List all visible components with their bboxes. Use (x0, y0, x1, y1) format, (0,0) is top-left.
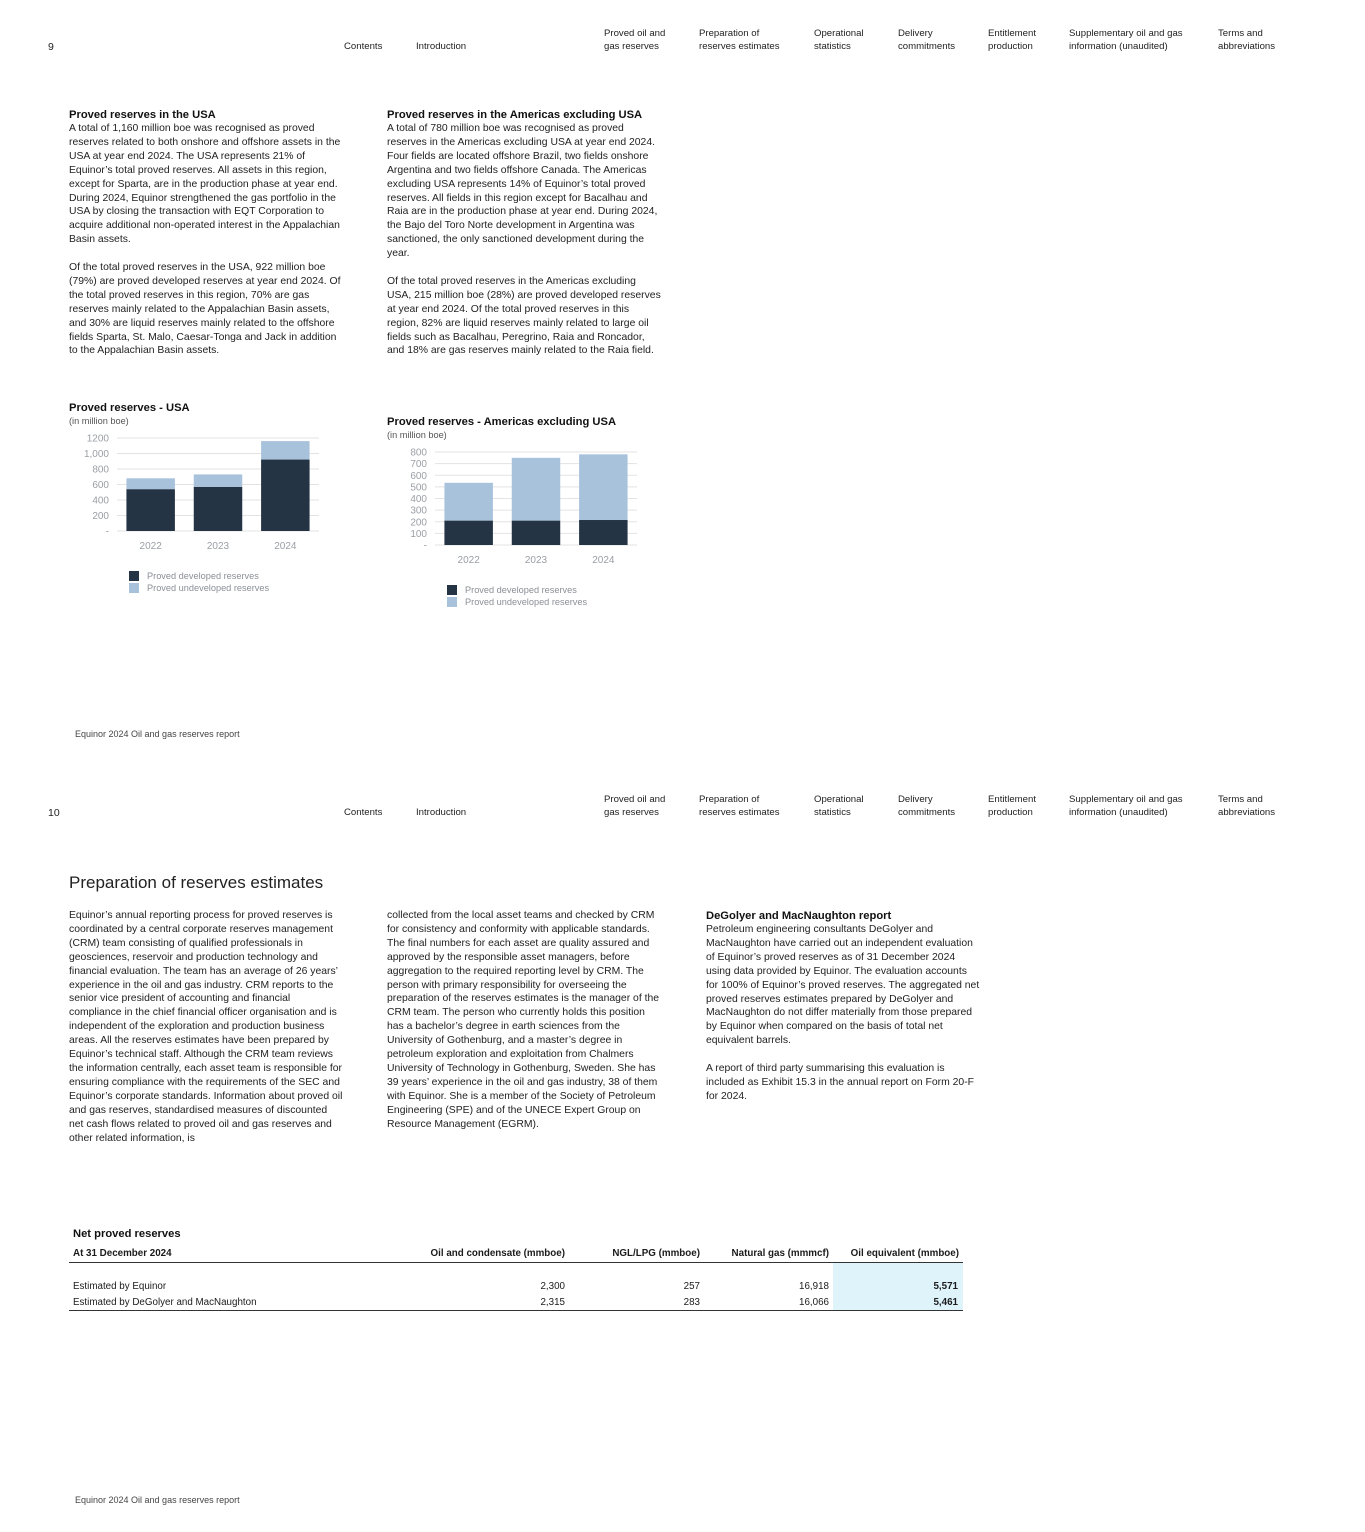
usa-paragraph-1: A total of 1,160 million boe was recognised as proved reserves related to both onshore and offshore assets in the USA at year end 2024. The USA represents 21% of Equinor’s total proved reserves. All assets in this region, except for Sparta, are in the production phase at year end. During 2024, Equinor strengthened the gas portfolio in the USA by closing the transaction with EQT Corporation to acquire additional non-operated interest in the Appalachian Basin assets. (69, 123, 341, 246)
table (69, 1244, 963, 1311)
y-tick-label: 600 (92, 480, 109, 491)
legend-swatch (447, 585, 457, 595)
chart-legend (447, 584, 647, 608)
nav-contents[interactable]: Contents (344, 41, 383, 52)
cell-oil: 2,315 (409, 1295, 569, 1311)
chart-plot (69, 430, 329, 566)
bar-undeveloped (194, 474, 242, 486)
legend-swatch (129, 571, 139, 581)
nav-terms[interactable]: Terms and abbreviations (1218, 794, 1276, 818)
nav-terms[interactable]: Terms and abbreviations (1218, 28, 1276, 52)
nav-supplementary-info[interactable]: Supplementary oil and gas information (unaudited) (1069, 28, 1183, 52)
cell-gas: 16,918 (799, 1281, 829, 1292)
bar-undeveloped (579, 454, 627, 520)
table-title: Net proved reserves (73, 1228, 181, 1240)
bar-undeveloped (261, 441, 309, 459)
y-tick-label: 300 (410, 505, 427, 517)
legend-item-developed (447, 584, 647, 596)
x-tick-label: 2024 (592, 555, 615, 566)
row-label: Estimated by Equinor (73, 1281, 167, 1292)
nav-entitlement-production[interactable]: Entitlement production (988, 794, 1036, 818)
chart-usa (69, 401, 329, 594)
y-tick-label: 400 (92, 495, 109, 507)
y-tick-label: 700 (410, 459, 427, 471)
nav-entitlement-production[interactable]: Entitlement production (988, 28, 1036, 52)
americas-paragraph-1: A total of 780 million boe was recognised as proved reserves in the Americas excluding USA at year end 2024. Four fields are located offshore Brazil, two fields onshore Argentina and two fields offshore Canada. The Americas excluding USA represents 14% of Equinor’s total proved reserves. All fields in this region except for Bacalhau and Raia are in the production phase at year end. During 2024, the Bajo del Toro Norte development in Argentina was sanctioned, the only sanctioned development during the year. (387, 123, 658, 260)
cell-oil: 2,300 (540, 1281, 565, 1292)
bar-developed (512, 521, 560, 545)
y-tick-label: 600 (410, 470, 427, 482)
chart-legend (129, 570, 329, 594)
legend-label: Proved developed reserves (147, 571, 259, 581)
legend-label: Proved undeveloped reserves (147, 583, 270, 593)
table-header-row (69, 1244, 963, 1263)
usa-paragraph-2: Of the total proved reserves in the USA, 922 million boe (79%) are proved developed reserves at year end 2024. Of the total proved reserves in this region, 70% are gas reserves mainly related to the Appalachian Basin assets, and 30% are liquid reserves mainly related to the offshore fields Sparta, St. Malo, Caesar-Tonga and Jack in addition to the Appalachian Basin assets. (69, 262, 341, 357)
page-number: 10 (48, 807, 60, 819)
nav-delivery-commitments[interactable]: Delivery commitments (898, 28, 956, 52)
y-tick-label: 100 (410, 528, 427, 540)
nav-proved-reserves[interactable]: Proved oil and gas reserves (604, 794, 666, 818)
degolyer-section (706, 909, 980, 1104)
page-title: Preparation of reserves estimates (69, 873, 324, 892)
legend-item-developed (129, 570, 329, 582)
chart-title: Proved reserves - USA (69, 402, 190, 414)
page-footer: Equinor 2024 Oil and gas reserves report (75, 729, 240, 739)
bar-developed (194, 487, 242, 531)
chart-title: Proved reserves - Americas excluding USA (387, 416, 617, 428)
cell-oil-equivalent: 5,461 (833, 1295, 963, 1311)
chart-americas (387, 415, 647, 608)
bar-developed (126, 489, 174, 531)
nav-introduction[interactable]: Introduction (416, 807, 467, 818)
degolyer-paragraph-2: A report of third party summarising this evaluation is included as Exhibit 15.3 in the annual report on Form 20-F for 2024. (706, 1063, 975, 1102)
y-tick-label: 500 (410, 482, 427, 494)
nav-preparation[interactable]: Preparation of reserves estimates (699, 28, 780, 52)
x-tick-label: 2023 (206, 541, 230, 552)
y-tick-label: 800 (92, 464, 109, 476)
x-tick-label: 2022 (457, 555, 480, 566)
americas-section (387, 108, 663, 358)
cell-gas: 16,066 (704, 1295, 833, 1311)
cell-oil-equivalent: 5,571 (833, 1279, 963, 1295)
page-10 (0, 766, 1365, 1532)
x-tick-label: 2022 (139, 541, 162, 552)
nav-delivery-commitments[interactable]: Delivery commitments (898, 794, 956, 818)
preparation-paragraph-2: collected from the local asset teams and checked by CRM for consistency and conformity with applicable standards. The final numbers for each asset are quality assured and approved by the responsible asset managers, before aggregation to the required reporting level by CRM. The person with primary responsibility for overseeing the preparation of the reserves estimates is the manager of the CRM team. The person who currently holds this position has a bachelor’s degree in earth sciences from the University of Gothenburg, and a master’s degree in petroleum exploration and exploitation from Chalmers University of Technology in Gothenburg, Sweden. She has 39 years’ experience in the oil and gas industry, 38 of them with Equinor. She is a member of the Society of Petroleum Engineering (SPE) and of the UNECE Expert Group on Resource Management (EGRM). (387, 910, 660, 1130)
americas-paragraph-2: Of the total proved reserves in the Americas excluding USA, 215 million boe (28%) are proved developed reserves at year end 2024. Of the total proved reserves in this region, 82% are liquid reserves mainly related to large oil fields such as Bacalhau, Peregrino, Raia and Roncador, and 18% are gas reserves mainly related to the Raia field. (387, 275, 661, 357)
bar-developed (579, 520, 627, 545)
chart-subtitle: (in million boe) (69, 416, 129, 426)
cell-ngl: 257 (683, 1281, 700, 1292)
row-label: Estimated by DeGolyer and MacNaughton (69, 1295, 409, 1311)
y-tick-label: 400 (410, 494, 427, 505)
americas-heading: Proved reserves in the Americas excluding USA (387, 109, 643, 121)
x-tick-label: 2023 (524, 555, 548, 566)
column-header: Oil and condensate (mmboe) (409, 1244, 569, 1263)
legend-swatch (447, 597, 457, 607)
preparation-paragraph-1: Equinor’s annual reporting process for proved reserves is coordinated by a central corporate reserves management (CRM) team consisting of qualified professionals in geosciences, reservoir and production technology and financial evaluation. The team has an average of 26 years’ experience in the oil and gas industry. CRM reports to the senior vice president of accounting and financial compliance in the chief financial officer organisation and is independent of the exploration and production business areas. All the reserves estimates have been prepared by Equinor’s technical staff. Although the CRM team reviews the information centrally, each asset team is responsible for ensuring compliance with the requirements of the SEC and Equinor’s corporate standards. Information about proved oil and gas reserves, standardised measures of discounted net cash flows related to proved oil and gas reserves and other related information, is (69, 910, 343, 1144)
column-header: Natural gas (mmmcf) (704, 1244, 833, 1263)
nav-supplementary-info[interactable]: Supplementary oil and gas information (unaudited) (1069, 794, 1183, 818)
bar-undeveloped (444, 483, 492, 521)
bar-developed (261, 460, 309, 531)
degolyer-paragraph-1: Petroleum engineering consultants DeGolyer and MacNaughton have carried out an independent evaluation of Equinor’s proved reserves as of 31 December 2024 using data provided by Equinor. The evaluation accounts for 100% of Equinor’s proved reserves. The aggregated net proved reserves estimates prepared by DeGolyer and MacNaughton do not differ materially from those prepared by Equinor when compared on the basis of total net equivalent barrels. (706, 924, 980, 1047)
column-header: NGL/LPG (mmboe) (569, 1244, 704, 1263)
legend-item-undeveloped (447, 596, 647, 608)
y-tick-label: - (105, 526, 109, 538)
nav-proved-reserves[interactable]: Proved oil and gas reserves (604, 28, 666, 52)
bar-undeveloped (126, 478, 174, 489)
table-row (69, 1279, 963, 1295)
body-column-2 (387, 909, 661, 1132)
usa-heading: Proved reserves in the USA (69, 109, 216, 121)
legend-item-undeveloped (129, 582, 329, 594)
chart-subtitle: (in million boe) (387, 430, 447, 440)
usa-section (69, 108, 345, 358)
nav-preparation[interactable]: Preparation of reserves estimates (699, 794, 780, 818)
top-navigation (0, 794, 1365, 824)
y-tick-label: 200 (92, 511, 109, 522)
legend-label: Proved developed reserves (465, 585, 577, 595)
chart-plot (387, 444, 647, 580)
degolyer-heading: DeGolyer and MacNaughton report (706, 910, 892, 922)
y-tick-label: - (423, 540, 427, 552)
bar-undeveloped (512, 458, 560, 521)
net-proved-reserves-table (69, 1228, 963, 1311)
column-header: At 31 December 2024 (69, 1244, 409, 1263)
nav-operational-statistics[interactable]: Operational statistics (814, 28, 864, 52)
y-tick-label: 1200 (86, 433, 109, 445)
legend-label: Proved undeveloped reserves (465, 597, 588, 607)
column-header: Oil equivalent (mmboe) (833, 1244, 963, 1263)
nav-operational-statistics[interactable]: Operational statistics (814, 794, 864, 818)
table-row (69, 1295, 963, 1311)
y-tick-label: 200 (410, 517, 427, 529)
page-number: 9 (48, 41, 54, 53)
x-tick-label: 2024 (274, 541, 297, 552)
y-tick-label: 800 (410, 447, 427, 459)
y-tick-label: 1,000 (83, 449, 109, 460)
top-navigation (0, 28, 1365, 58)
nav-contents[interactable]: Contents (344, 807, 383, 818)
legend-swatch (129, 583, 139, 593)
body-column-1 (69, 909, 343, 1145)
nav-introduction[interactable]: Introduction (416, 41, 467, 52)
page-footer: Equinor 2024 Oil and gas reserves report (75, 1495, 240, 1505)
bar-developed (444, 521, 492, 545)
table-spacer-row (69, 1263, 963, 1279)
cell-ngl: 283 (569, 1295, 704, 1311)
